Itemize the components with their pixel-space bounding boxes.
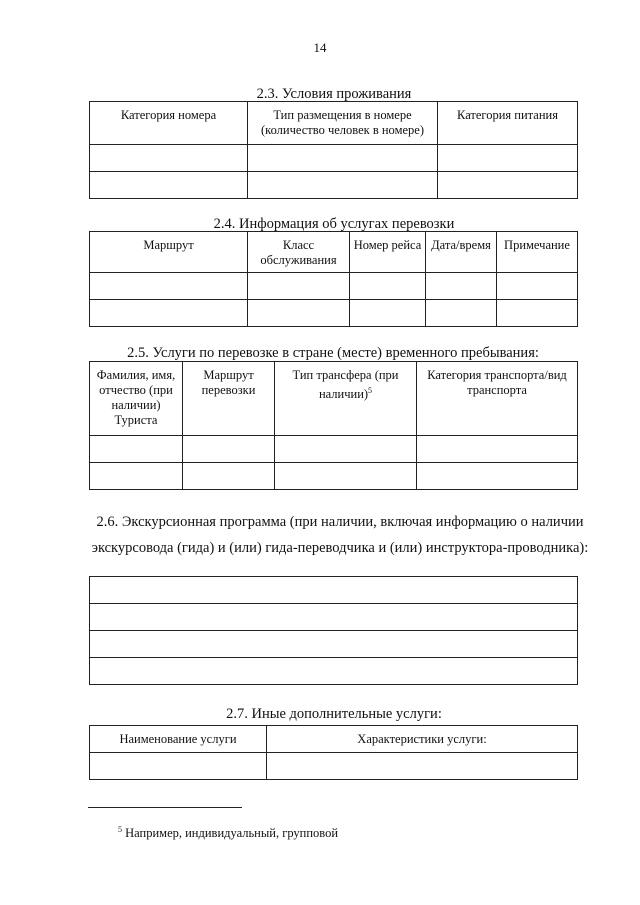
column-header: Маршрут перевозки	[183, 362, 275, 436]
table-cell[interactable]	[350, 300, 426, 327]
table-row	[90, 145, 578, 172]
table-cell[interactable]	[90, 273, 248, 300]
column-header: Маршрут	[90, 232, 248, 273]
additional-services-table	[89, 725, 578, 780]
table-cell[interactable]	[90, 145, 248, 172]
column-header: Характеристики услуги:	[267, 726, 578, 753]
page-number: 14	[313, 40, 327, 55]
section-2-4-title: 2.4. Информация об услугах перевозки	[213, 216, 455, 232]
column-header: Категория номера	[90, 102, 248, 145]
table-cell[interactable]	[248, 172, 438, 199]
table-header-row	[90, 232, 578, 273]
table-header-row	[90, 726, 578, 753]
table-header-row	[90, 362, 578, 436]
table-cell[interactable]	[275, 436, 417, 463]
table-cell[interactable]	[426, 300, 497, 327]
column-header: Примечание	[497, 232, 578, 273]
column-header: Дата/время	[426, 232, 497, 273]
table-row	[90, 436, 578, 463]
footnote-mark: 5	[118, 825, 122, 834]
column-header: Фамилия, имя, отчество (при наличии) Туриста	[90, 362, 183, 436]
table-cell[interactable]	[426, 273, 497, 300]
table-row	[90, 273, 578, 300]
table-cell[interactable]	[438, 145, 578, 172]
table-row	[90, 172, 578, 199]
table-cell[interactable]	[90, 172, 248, 199]
table-row	[90, 577, 578, 604]
table-cell[interactable]	[90, 577, 578, 604]
table-cell[interactable]	[248, 273, 350, 300]
table-cell[interactable]	[275, 463, 417, 490]
table-row	[90, 300, 578, 327]
table-cell[interactable]	[417, 436, 578, 463]
table-cell[interactable]	[90, 436, 183, 463]
footnote-separator	[88, 807, 242, 808]
table-cell[interactable]	[497, 300, 578, 327]
column-header: Класс обслуживания	[248, 232, 350, 273]
column-header: Наименование услуги	[90, 726, 267, 753]
column-header: Категория питания	[438, 102, 578, 145]
table-header-row	[90, 102, 578, 145]
column-header	[275, 362, 417, 436]
table-cell[interactable]	[417, 463, 578, 490]
table-cell[interactable]	[183, 463, 275, 490]
table-cell[interactable]	[183, 436, 275, 463]
footnote-reference: 5	[368, 386, 373, 395]
table-cell[interactable]	[248, 145, 438, 172]
section-2-7-title: 2.7. Иные дополнительные услуги:	[226, 706, 442, 722]
section-2-3-title: 2.3. Условия проживания	[256, 86, 412, 102]
column-header: Категория транспорта/вид транспорта	[417, 362, 578, 436]
accommodation-table	[89, 101, 578, 199]
table-cell[interactable]	[90, 658, 578, 685]
table-row	[90, 463, 578, 490]
table-row	[90, 604, 578, 631]
column-header: Тип размещения в номере (количество человек в номере)	[248, 102, 438, 145]
section-2-5-title: 2.5. Услуги по перевозке в стране (месте) временного пребывания:	[127, 345, 539, 361]
footnote	[118, 825, 338, 841]
table-row	[90, 631, 578, 658]
table-cell[interactable]	[438, 172, 578, 199]
section-2-6-title: 2.6. Экскурсионная программа (при наличии, включая информацию о наличии экскурсовода (гида) и (или) гида-переводчика и (или) инструктора-проводника):	[91, 514, 589, 556]
table-cell[interactable]	[90, 604, 578, 631]
transport-table	[89, 231, 578, 327]
column-header: Номер рейса	[350, 232, 426, 273]
footnote-text: Например, индивидуальный, групповой	[125, 826, 339, 841]
table-row	[90, 753, 578, 780]
table-cell[interactable]	[248, 300, 350, 327]
excursion-table	[89, 576, 578, 685]
table-cell[interactable]	[267, 753, 578, 780]
table-cell[interactable]	[350, 273, 426, 300]
table-cell[interactable]	[90, 753, 267, 780]
table-row	[90, 658, 578, 685]
table-cell[interactable]	[90, 463, 183, 490]
table-cell[interactable]	[90, 300, 248, 327]
local-transfer-table	[89, 361, 578, 490]
column-header-label: Тип трансфера (при наличии)	[292, 368, 399, 402]
table-cell[interactable]	[497, 273, 578, 300]
table-cell[interactable]	[90, 631, 578, 658]
